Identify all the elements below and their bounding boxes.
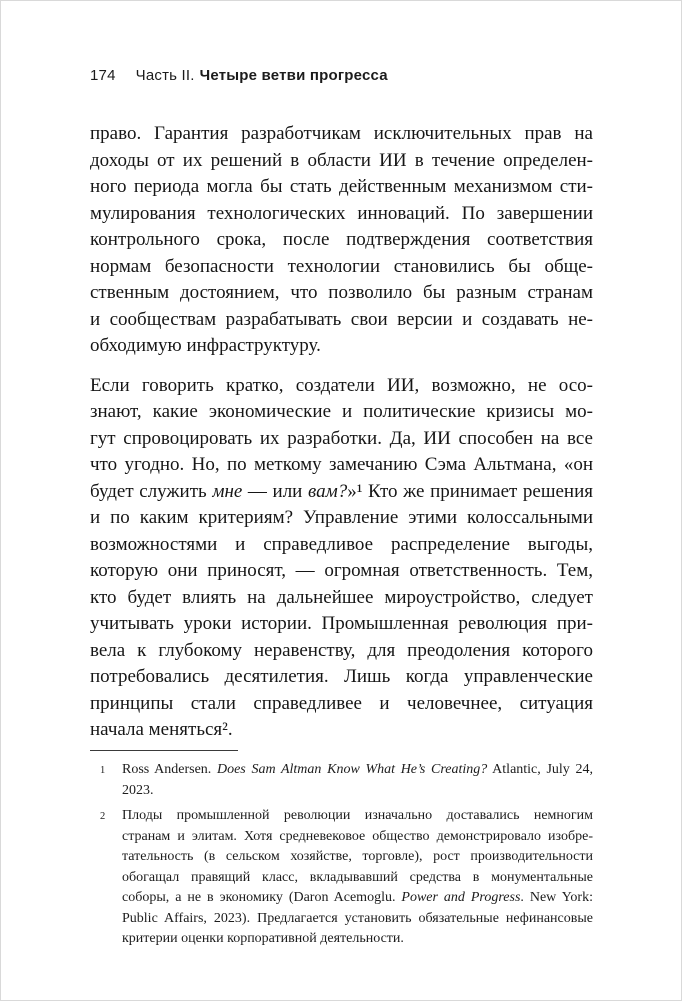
text-line — [122, 888, 593, 909]
text-line — [122, 781, 593, 802]
paragraph-1 — [90, 121, 593, 360]
text-line — [122, 806, 593, 827]
text-segment: ственным достоянием, что позволило бы разным странам — [90, 282, 593, 303]
text-segment: знают, какие экономические и политические кризисы мо- — [90, 401, 593, 422]
text-segment: кто будет влиять на дальнейшее мироустройство, следует — [90, 586, 593, 608]
text-segment: и сообществам разрабатывать свои версии и создавать не- — [90, 308, 593, 330]
text-line — [90, 532, 593, 559]
running-header — [90, 67, 593, 84]
text-segment: обходимую инфраструктуру. — [90, 335, 321, 356]
text-segment: — или — [242, 480, 308, 502]
part-label: Часть II. — [135, 67, 195, 84]
text-segment: тательность (в сельском хозяйстве, торговле), рост производительности — [122, 849, 593, 864]
text-segment: вела к глубокому неравенству, для преодоления которого — [90, 639, 593, 661]
text-line — [90, 333, 593, 360]
text-segment: Ross Andersen. — [122, 762, 217, 777]
text-line — [90, 638, 593, 665]
text-line — [122, 847, 593, 868]
text-line — [90, 254, 593, 281]
text-line — [122, 868, 593, 889]
text-segment: и по каким критериям? Управление этими колоссальными — [90, 507, 593, 528]
text-segment: контрольного срока, после подтверждения соответствия — [90, 229, 593, 250]
text-segment: потребовались десятилетия. Лишь когда управленческие — [90, 666, 593, 687]
text-line — [90, 691, 593, 718]
page-body-text — [90, 121, 593, 744]
text-segment: доходы от их решений в области ИИ в течение определен- — [90, 149, 593, 171]
footnote-1-text — [122, 760, 593, 801]
text-segment: право. Гарантия разработчикам исключительных прав на — [90, 123, 593, 144]
italic-text-segment: мне — [212, 480, 243, 502]
page-number: 174 — [90, 67, 116, 84]
text-segment: Если говорить кратко, создатели ИИ, возможно, не осо- — [90, 374, 593, 396]
text-segment: соборы, а не в экономику (Daron Acemoglu. — [122, 890, 402, 905]
text-segment: странам и элитам. Хотя средневековое общество демонстрировало изобре- — [122, 828, 593, 844]
text-segment: возможностями и справедливое распределение выгоды, — [90, 533, 593, 555]
text-segment: что угодно. Но, по меткому замечанию Сэма Альтмана, «он — [90, 454, 593, 475]
text-line — [90, 452, 593, 479]
text-line — [90, 717, 593, 744]
text-line — [122, 760, 593, 781]
text-line — [90, 426, 593, 453]
text-line — [122, 909, 593, 930]
text-segment: Atlantic, July 24, — [487, 762, 593, 777]
footnote-2 — [90, 806, 593, 950]
text-line — [90, 373, 593, 400]
text-line — [90, 174, 593, 201]
part-title: Четыре ветви прогресса — [199, 67, 388, 84]
text-line — [90, 148, 593, 175]
text-segment: критерии оценки корпоративной деятельности. — [122, 931, 404, 946]
text-line — [90, 558, 593, 585]
text-segment: . New York: — [520, 890, 593, 905]
text-segment: Public Affairs, 2023). Предлагается установить обязательные нефинансовые — [122, 910, 593, 926]
text-line — [90, 505, 593, 532]
text-line — [90, 611, 593, 638]
text-line — [90, 479, 593, 506]
text-line — [122, 929, 593, 950]
text-segment: гут спровоцировать их разработки. Да, ИИ способен на все — [90, 427, 593, 449]
text-line — [90, 307, 593, 334]
text-line — [90, 280, 593, 307]
text-segment: нормам безопасности технологии становились бы обще- — [90, 255, 593, 277]
text-segment: Плоды промышленной революции изначально доставались немногим — [122, 808, 593, 823]
text-line — [90, 664, 593, 691]
text-line — [90, 585, 593, 612]
italic-text-segment: Power and Progress — [401, 890, 521, 905]
footnote-1 — [90, 760, 593, 801]
footnotes-section — [90, 750, 593, 950]
text-line — [90, 227, 593, 254]
text-line — [90, 201, 593, 228]
text-line — [90, 121, 593, 148]
italic-text-segment: Does Sam Altman Know What He’s Creating? — [216, 762, 488, 777]
footnote-2-marker: 2 — [100, 811, 106, 822]
text-segment: »¹ Кто же принимает решения — [347, 480, 593, 502]
text-segment: ного периода могла бы стать действенным механизмом сти- — [90, 176, 593, 197]
text-segment: обогащал правящий класс, вкладывавший средства в монументальные — [122, 869, 593, 885]
paragraph-2 — [90, 373, 593, 744]
text-segment: мулирования технологических инноваций. По завершении — [90, 202, 593, 224]
italic-text-segment: вам? — [307, 480, 348, 502]
footnote-1-marker: 1 — [100, 765, 106, 776]
footnote-separator-rule — [90, 750, 238, 751]
text-segment: учитывать уроки истории. Промышленная революция при- — [90, 613, 593, 634]
footnote-2-text — [122, 806, 593, 950]
text-segment: 2023. — [122, 782, 154, 798]
text-line — [122, 827, 593, 848]
text-segment: которую они приносят, — огромная ответственность. Тем, — [90, 560, 593, 581]
text-line — [90, 399, 593, 426]
text-segment: принципы стали справедливее и человечнее, ситуация — [90, 692, 593, 714]
text-segment: начала меняться². — [90, 719, 233, 740]
text-segment: будет служить — [90, 480, 213, 502]
